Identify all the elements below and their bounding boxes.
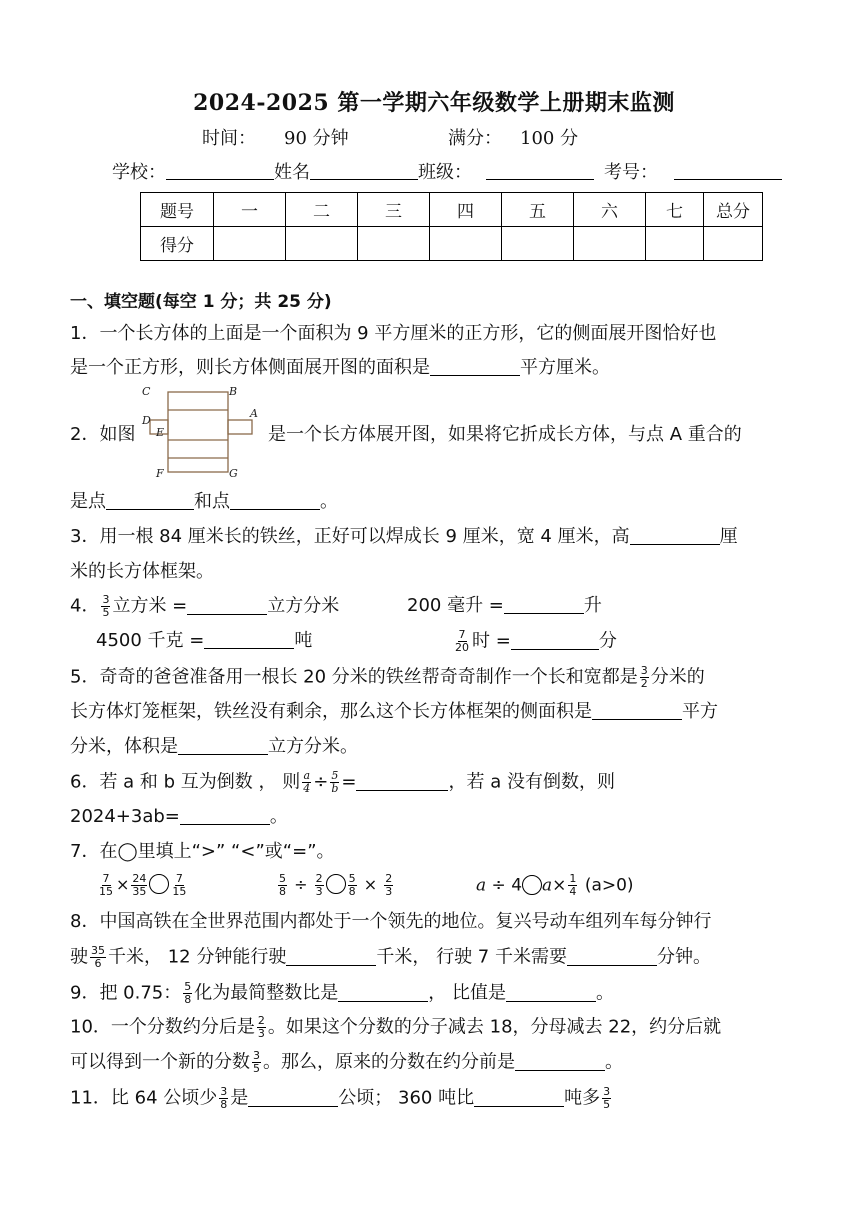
q1-text-b: 平方厘米。 — [520, 357, 610, 378]
score-cell[interactable] — [214, 227, 286, 261]
q8-text-b: 千米， 12 分钟能行驶 — [108, 946, 287, 968]
score-table-score-row — [141, 227, 763, 261]
q9-prefix: 9．把 0.75： — [70, 982, 182, 1004]
q8-answer-blank-2[interactable] — [567, 947, 657, 966]
q6-answer-blank-2[interactable] — [180, 806, 270, 825]
name-blank[interactable] — [310, 179, 418, 180]
point-label-g: G — [229, 467, 238, 480]
score-table-cell: 题号 — [141, 193, 214, 227]
q9-end: 。 — [596, 982, 614, 1004]
point-label-f: F — [156, 467, 164, 480]
score-table-cell: 二 — [286, 193, 358, 227]
q7-e3-mid: ÷ 4 — [486, 875, 523, 896]
q6-text-a: 2024+3ab= — [70, 806, 180, 827]
q1-text-a: 是一个正方形，则长方体侧面展开图的面积是 — [70, 357, 430, 378]
q11-text-a: 是 — [230, 1087, 249, 1109]
q11-answer-blank-2[interactable] — [474, 1088, 564, 1107]
q5-line2 — [70, 700, 718, 724]
q7-compare-circle-2[interactable] — [326, 874, 346, 894]
point-label-b: B — [229, 385, 238, 398]
q7-e1-op: × — [116, 875, 130, 894]
q5-line1 — [70, 665, 705, 690]
score-table-cell: 六 — [574, 193, 646, 227]
q7-e2-frac-4: $\frac{2}{3}$ — [385, 872, 393, 898]
score-table-cell: 四 — [430, 193, 502, 227]
q7-e2-frac-2: $\frac{2}{3}$ — [315, 872, 323, 898]
q7-e3-frac: $\frac{1}{4}$ — [569, 872, 577, 898]
q7-expr-1 — [96, 873, 189, 898]
score-cell[interactable] — [704, 227, 763, 261]
q10-text-c: 可以得到一个新的分数 — [70, 1051, 250, 1073]
q5-answer-blank-2[interactable] — [178, 736, 268, 755]
q7-e3-condition: (a>0) — [584, 875, 634, 896]
q7-e3-var-2: a — [542, 875, 553, 896]
q5-text-d: 平方 — [682, 701, 718, 722]
q4-text-d2: 分 — [598, 630, 617, 652]
score-cell[interactable] — [502, 227, 574, 261]
q7-e2-frac-1: $\frac{5}{8}$ — [279, 872, 286, 898]
score-table-cell: 总分 — [704, 193, 763, 227]
q5-text-a: 5．奇奇的爸爸准备用一根长 20 分米的铁丝帮奇奇制作一个长和宽都是 — [70, 666, 638, 688]
q7-compare-circle-3[interactable] — [522, 875, 542, 895]
class-blank[interactable] — [486, 179, 594, 180]
q2-line1-prefix: 2．如图 — [70, 424, 136, 445]
q7-e2-op2: × — [363, 875, 378, 894]
q4-text-d1: 时 = — [472, 630, 511, 652]
q10-text-d: 。那么，原来的分数在约分前是 — [263, 1051, 515, 1073]
school-blank[interactable] — [166, 179, 274, 180]
q4-fraction-1: $\frac{3}{5}$ — [102, 593, 110, 619]
time-label: 时间： — [202, 128, 256, 149]
id-label: 考号： — [604, 162, 658, 183]
q8-fraction: $\frac{35}{6}$ — [91, 944, 105, 970]
q10-text-e: 。 — [605, 1051, 623, 1073]
q10-fraction-1: $\frac{2}{3}$ — [257, 1014, 265, 1040]
q4-text-b1: 200 毫升 = — [407, 595, 504, 616]
score-table — [140, 192, 763, 261]
q4-text-a2: 立方分米 — [267, 595, 340, 617]
q11-text-b: 公顷； 360 吨比 — [338, 1087, 475, 1109]
q7-compare-circle-1[interactable] — [149, 874, 169, 894]
q7-e2-frac-3: $\frac{5}{8}$ — [348, 872, 356, 898]
q4-answer-blank-2[interactable] — [504, 595, 584, 614]
q9-answer-blank-1[interactable] — [338, 983, 428, 1002]
q5-answer-blank-1[interactable] — [592, 701, 682, 720]
q1-answer-blank[interactable] — [430, 357, 520, 376]
score-cell[interactable] — [646, 227, 704, 261]
q4-text-c2: 吨 — [294, 630, 313, 651]
q4-fraction-2: $\frac{7}{20}$ — [455, 628, 469, 654]
score-table-cell: 一 — [214, 193, 286, 227]
score-table-cell: 七 — [646, 193, 704, 227]
q8-text-c: 千米， 行驶 7 千米需要 — [376, 946, 567, 968]
q8-line1: 8．中国高铁在全世界范围内都处于一个领先的地位。复兴号动车组列车每分钟行 — [70, 911, 712, 932]
q6-fraction-2: $\frac{5}{b}$ — [331, 769, 339, 795]
exam-title: 2024-2025 第一学期六年级数学上册期末监测 — [193, 90, 675, 116]
q7-expr-2 — [276, 873, 395, 898]
q11-prefix: 11．比 64 公顷少 — [70, 1087, 218, 1109]
name-label: 姓名 — [274, 162, 310, 183]
q4-line1-right — [407, 594, 602, 618]
score-row-label: 得分 — [141, 227, 214, 261]
student-info-line — [112, 158, 782, 184]
q3-line2: 米的长方体框架。 — [70, 561, 214, 582]
q9-answer-blank-2[interactable] — [506, 983, 596, 1002]
q6-fraction-1: $\frac{a}{4}$ — [303, 769, 311, 795]
q7-e1-frac-2: $\frac{24}{35}$ — [132, 872, 147, 898]
q5-text-b: 分米的 — [650, 666, 705, 688]
q11-text-c: 吨多 — [564, 1087, 601, 1109]
q11-fraction-1: $\frac{3}{8}$ — [220, 1085, 228, 1111]
q7-e2-op1: ÷ — [294, 875, 308, 894]
q8-line2 — [70, 945, 711, 970]
q7-e3-op: × — [552, 875, 567, 896]
q3-answer-blank[interactable] — [630, 526, 720, 545]
q4-prefix: 4． — [70, 595, 100, 617]
q10-text-a: 10．一个分数约分后是 — [70, 1016, 255, 1038]
q2-answer-blank-1[interactable] — [106, 491, 194, 510]
point-label-c: C — [142, 385, 151, 398]
q6-op: ÷ — [313, 771, 329, 793]
score-cell[interactable] — [286, 227, 358, 261]
q4-text-a1: 立方米 = — [112, 595, 188, 617]
q10-answer-blank[interactable] — [515, 1052, 605, 1071]
q7-e1-frac-1: $\frac{7}{15}$ — [99, 872, 113, 898]
score-table-header-row — [141, 193, 763, 227]
q11-fraction-2: $\frac{3}{5}$ — [603, 1085, 611, 1111]
q5-line3 — [70, 735, 358, 759]
q5-text-e: 分米，体积是 — [70, 736, 178, 757]
q4-answer-blank-4[interactable] — [511, 631, 599, 650]
q9-line — [70, 981, 614, 1006]
q10-fraction-2: $\frac{3}{5}$ — [253, 1049, 260, 1075]
q4-text-b2: 升 — [583, 595, 602, 616]
q6-answer-blank-1[interactable] — [356, 772, 448, 791]
cuboid-net-figure — [138, 380, 268, 480]
q3-text-a: 3．用一根 84 厘米长的铁丝，正好可以焊成长 9 厘米，宽 4 厘米，高 — [70, 526, 630, 547]
q6-mid: ，若 a 没有倒数，则 — [448, 771, 615, 793]
q10-text-b: 。如果这个分数的分子减去 18，分母减去 22，约分后就 — [267, 1016, 722, 1038]
q2-text-b: 和点 — [194, 491, 230, 512]
q6-eq: = — [341, 771, 357, 793]
score-info — [448, 124, 586, 150]
q2-line2 — [70, 490, 338, 514]
q4-line1-left — [70, 594, 339, 619]
q6-line1 — [70, 770, 615, 795]
q9-mid2: ， 比值是 — [428, 982, 506, 1004]
q9-fraction: $\frac{5}{8}$ — [184, 980, 192, 1006]
q8-text-a: 驶 — [70, 946, 88, 968]
q7-e1-frac-3: $\frac{7}{15}$ — [172, 872, 187, 898]
q4-line2-right — [452, 629, 617, 654]
score-table-cell: 五 — [502, 193, 574, 227]
q5-fraction: $\frac{3}{2}$ — [640, 664, 648, 690]
q6-line2 — [70, 805, 288, 829]
section-1-title: 一、填空题(每空 1 分；共 25 分) — [70, 292, 332, 312]
q3-text-b: 厘 — [719, 526, 738, 547]
id-blank[interactable] — [674, 179, 782, 180]
q3-line1 — [70, 525, 738, 549]
point-label-d: D — [142, 414, 151, 427]
score-table-cell: 三 — [358, 193, 430, 227]
time-info — [202, 124, 357, 150]
full-score-label: 满分： — [448, 128, 502, 149]
q2-text-a: 是点 — [70, 491, 106, 512]
q9-mid: 化为最简整数比是 — [194, 982, 339, 1004]
score-cell[interactable] — [430, 227, 502, 261]
score-cell[interactable] — [574, 227, 646, 261]
q5-text-c: 长方体灯笼框架，铁丝没有剩余，那么这个长方体框架的侧面积是 — [70, 701, 592, 722]
q10-line1 — [70, 1015, 721, 1040]
q6-text-b: 。 — [269, 806, 288, 827]
q11-answer-blank-1[interactable] — [248, 1088, 338, 1107]
point-label-a: A — [250, 407, 258, 420]
q8-answer-blank-1[interactable] — [286, 947, 376, 966]
q2-line1-suffix: 是一个长方体展开图，如果将它折成长方体，与点 A 重合的 — [268, 424, 742, 445]
q1-line2 — [70, 356, 610, 380]
q7-e3-var-1: a — [476, 875, 487, 896]
q2-answer-blank-2[interactable] — [230, 491, 320, 510]
q4-text-c1: 4500 千克 = — [96, 630, 205, 651]
point-label-e: E — [156, 426, 165, 439]
class-label: 班级： — [418, 162, 472, 183]
q8-text-d: 分钟。 — [656, 946, 711, 968]
q6-prefix: 6．若 a 和 b 互为倒数 ， 则 — [70, 771, 301, 793]
school-label: 学校： — [112, 162, 166, 183]
score-cell[interactable] — [358, 227, 430, 261]
q10-line2 — [70, 1050, 623, 1075]
q2-text-c: 。 — [320, 491, 338, 512]
full-score-value: 100 分 — [520, 128, 579, 149]
time-value: 90 分钟 — [284, 128, 349, 149]
q7-line1: 7．在◯里填上“>” “<”或“=”。 — [70, 841, 335, 862]
q4-line2-left — [96, 629, 312, 653]
q4-answer-blank-1[interactable] — [187, 596, 267, 615]
q7-expr-3 — [476, 873, 634, 898]
q1-line1: 1．一个长方体的上面是一个面积为 9 平方厘米的正方形，它的侧面展开图恰好也 — [70, 323, 717, 344]
q4-answer-blank-3[interactable] — [204, 630, 294, 649]
q5-text-f: 立方分米。 — [268, 736, 358, 757]
q11-line — [70, 1086, 613, 1111]
